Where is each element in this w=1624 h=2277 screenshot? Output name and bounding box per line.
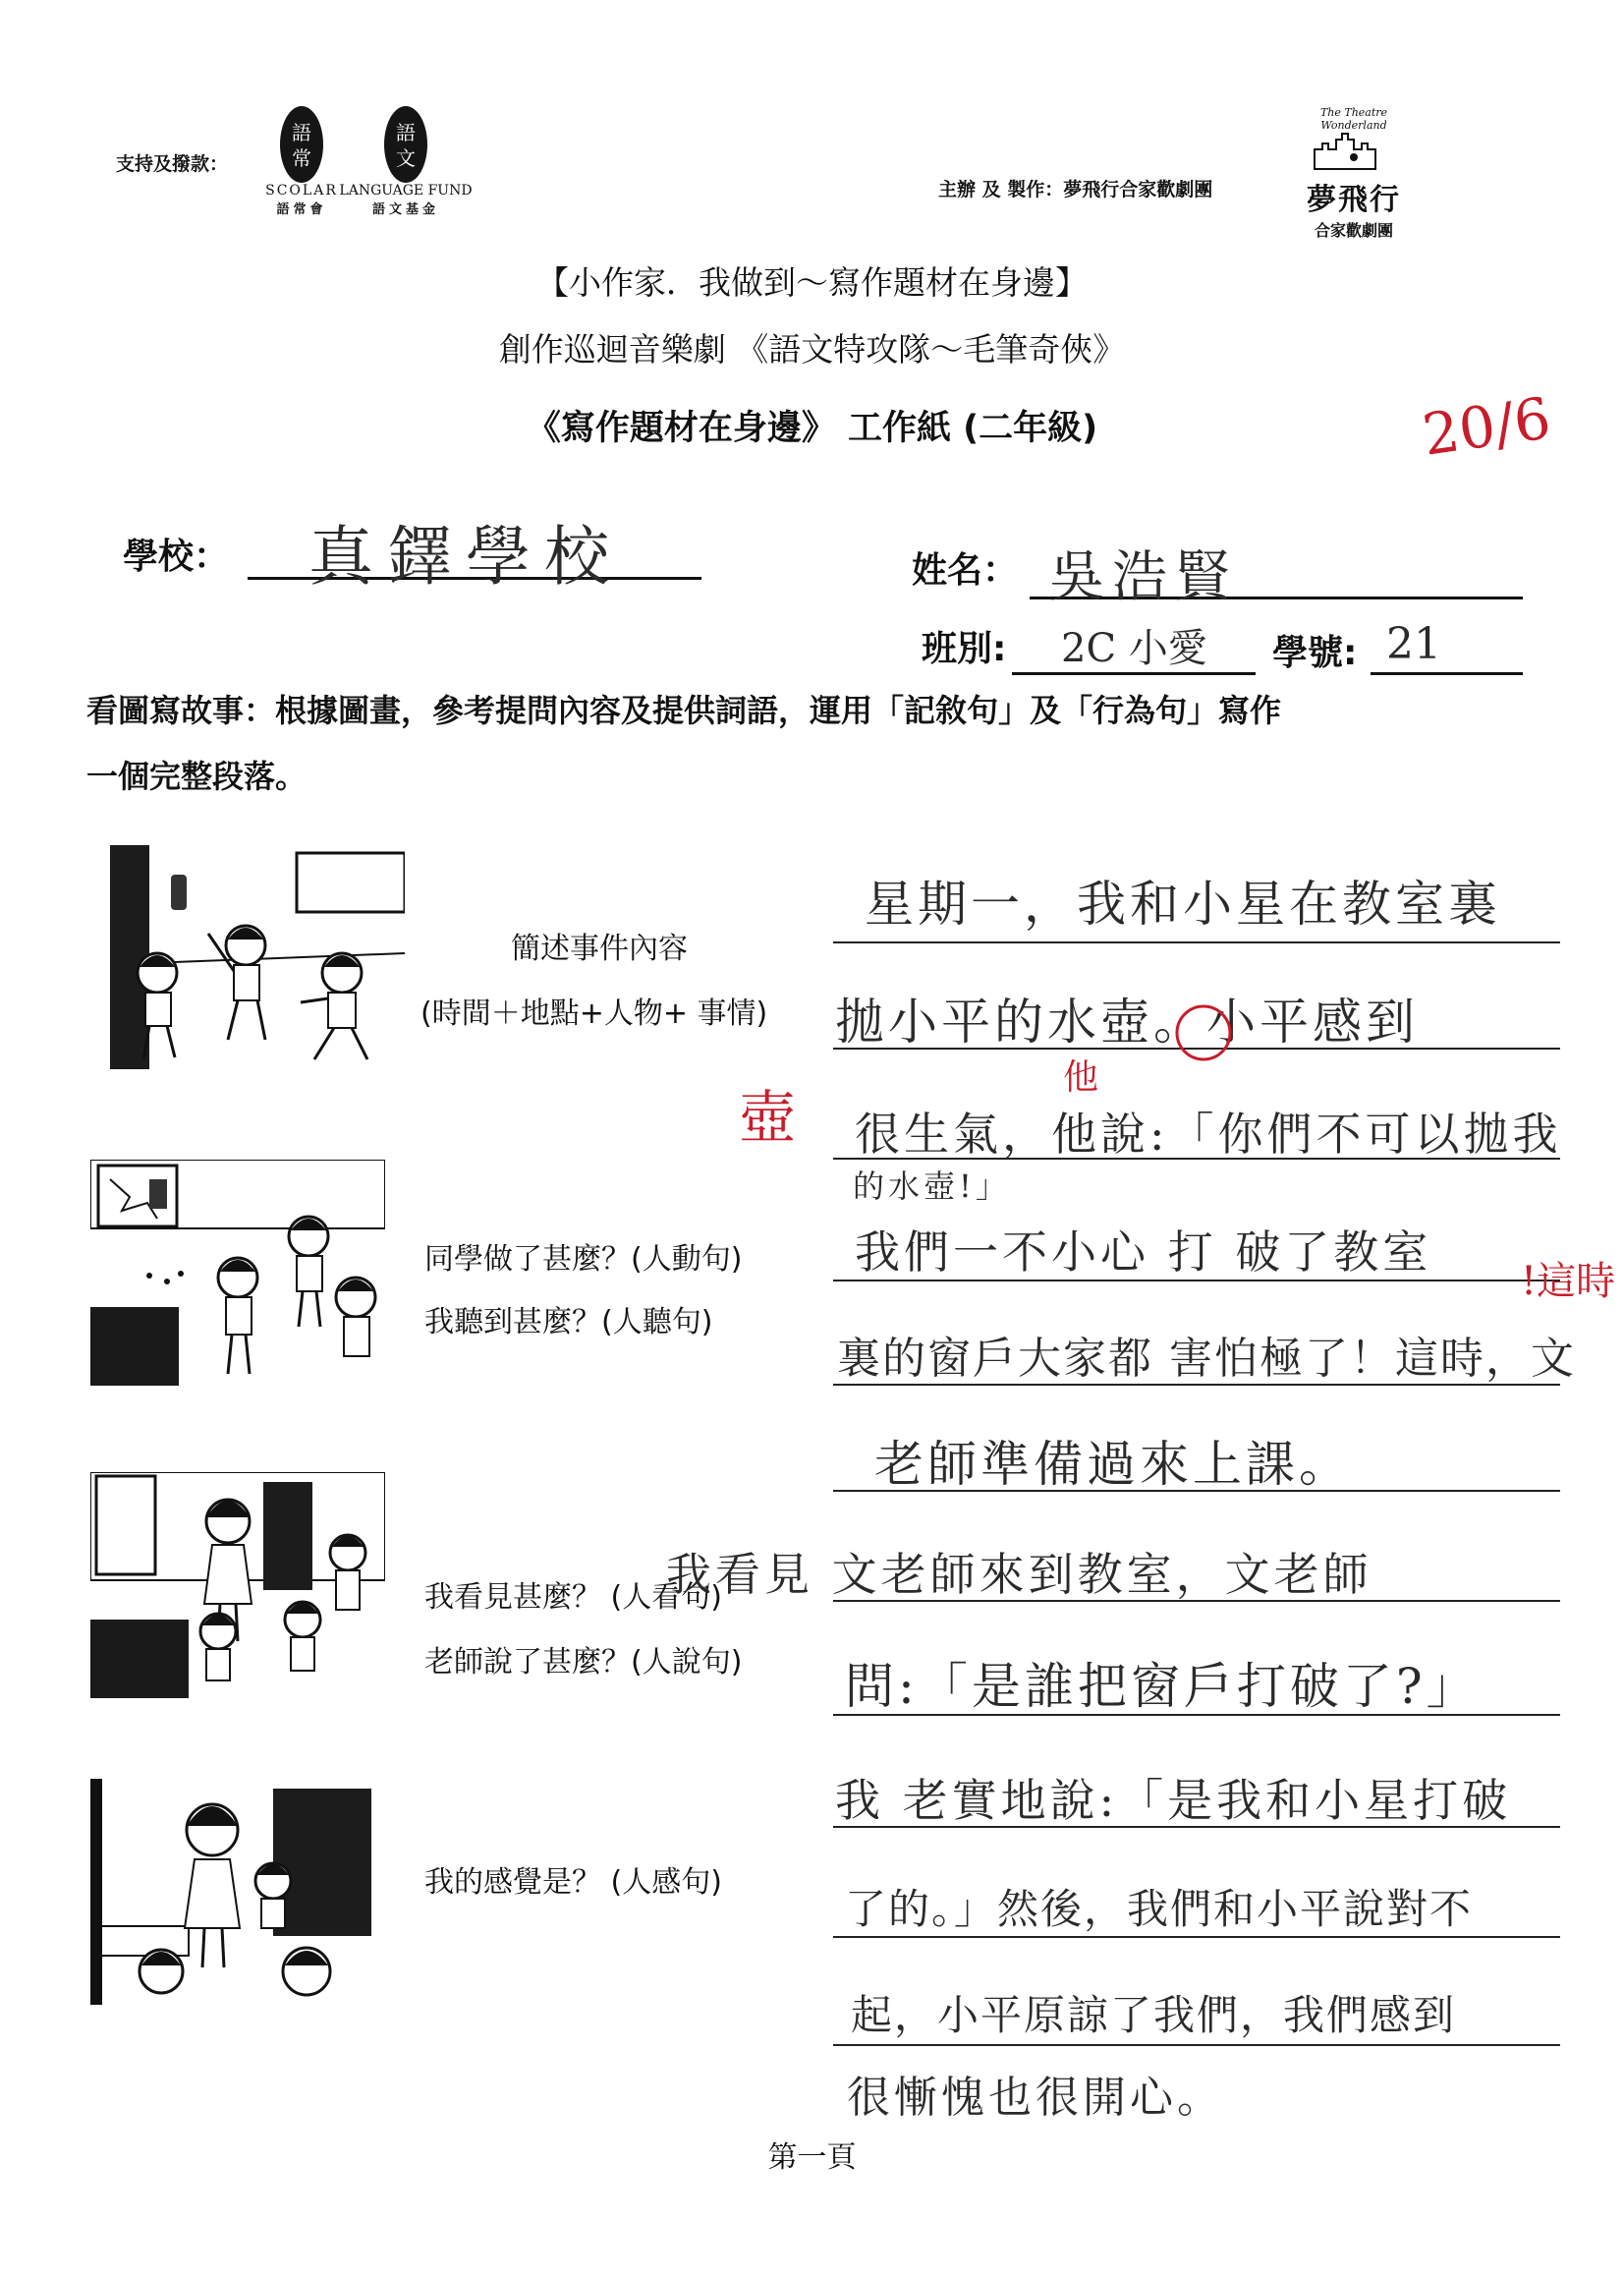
- svg-text:語: 語: [292, 121, 311, 144]
- answer-line-5: 我們一不小心 打 破了教室: [855, 1225, 1432, 1279]
- grade-mark: 20/6: [1418, 384, 1555, 469]
- class-value: 2C 小愛: [1061, 626, 1207, 671]
- picture-panel-3: [90, 1472, 385, 1698]
- answer-line-11: 了的。」然後，我們和小平說對不: [845, 1885, 1474, 1933]
- answer-line-9: 問:「是誰把窗戶打破了?」: [845, 1658, 1480, 1715]
- name-label: 姓名：: [912, 550, 1019, 591]
- worksheet-title-line-3: 《寫作題材在身邊》 工作紙 (二年級): [526, 409, 1098, 448]
- scolar-emblem-icon: [280, 106, 323, 183]
- picture-panel-4: [90, 1779, 375, 2005]
- theatre-logo: [1295, 106, 1413, 241]
- name-value: 吳浩賢: [1049, 545, 1238, 609]
- prompt-3-line-1: 我看見甚麼？ (人看句): [424, 1580, 722, 1615]
- svg-text:語: 語: [396, 121, 416, 144]
- student-number-value: 21: [1386, 619, 1441, 669]
- answer-line-7: 老師準備過來上課。: [874, 1436, 1352, 1493]
- correction-circle-mark: [1171, 1000, 1236, 1065]
- correction-insert-he: 他: [1063, 1057, 1099, 1098]
- prompt-2-line-2: 我聽到甚麼？(人聽句): [424, 1305, 713, 1339]
- answer-line-10: 我 老實地說:「是我和小星打破: [835, 1774, 1512, 1827]
- school-value: 真鐸學校: [308, 519, 623, 595]
- instruction-line-1: 看圖寫故事：根據圖畫，參考提問內容及提供詞語，運用「記敘句」及「行為句」寫作: [86, 692, 1282, 729]
- class-label: 班別:: [922, 629, 1007, 669]
- classroom-door: [263, 1482, 312, 1590]
- correction-margin-word: 壺: [739, 1084, 797, 1151]
- bottle-icon: [171, 875, 187, 910]
- support-label: 支持及撥款：: [116, 153, 229, 175]
- prompt-4-line-1: 我的感覺是？ (人感句): [424, 1865, 722, 1900]
- svg-text:常: 常: [292, 146, 311, 170]
- theatre-chinese-name: 夢飛行: [1307, 183, 1401, 217]
- answer-line-12: 起，小平原諒了我們，我們感到: [851, 1991, 1457, 2039]
- name-field: [1030, 536, 1523, 609]
- theatre-english-name: The Theatre Wonderland: [1319, 106, 1388, 132]
- prompt-3-line-2: 老師說了甚麼？(人說句): [424, 1645, 743, 1679]
- worksheet-title-line-2: 創作巡迴音樂劇 《語文特攻隊～毛筆奇俠》: [498, 330, 1126, 369]
- correction-this-time: !這時: [1521, 1259, 1616, 1304]
- answer-line-8: 我看見 文老師來到教室，文老師: [666, 1548, 1372, 1601]
- picture-panel-1: [110, 845, 405, 1069]
- language-fund-subtitle: 語文基金: [371, 202, 439, 217]
- answer-line-13: 很慚愧也很開心。: [847, 2073, 1224, 2123]
- answer-line-3: 很生氣，他說:「你們不可以拋我: [855, 1108, 1562, 1161]
- language-fund-logo: [332, 106, 479, 217]
- prompt-2-line-1: 同學做了甚麼？(人動句): [424, 1242, 743, 1277]
- page-number: 第一頁: [767, 2140, 857, 2175]
- student-number-label: 學號:: [1272, 633, 1358, 673]
- writing-rule: [833, 1936, 1560, 1938]
- prompt-1-line-2: (時間＋地點+人物+ 事情): [420, 996, 768, 1031]
- school-field: [248, 516, 701, 595]
- answer-line-1: 星期一，我和小星在教室裏: [865, 876, 1501, 933]
- class-field: [1012, 617, 1256, 675]
- answer-line-2: 拋小平的水壺。小平感到: [835, 994, 1419, 1051]
- picture-panel-2: [90, 1160, 385, 1386]
- worksheet-title-line-1: 【小作家．我做到～寫作題材在身邊】: [536, 263, 1088, 302]
- writing-rule: [833, 2044, 1560, 2046]
- scolar-name: SCOLAR: [265, 183, 338, 199]
- answer-line-6: 裏的窗戶大家都 害怕極了！這時，文: [837, 1334, 1576, 1384]
- answer-line-4: 的水壺!」: [853, 1167, 1011, 1205]
- student-number-field: [1371, 617, 1523, 675]
- svg-text:文: 文: [396, 146, 416, 170]
- writing-rule: [833, 941, 1560, 943]
- prompt-1-line-1: 簡述事件內容: [511, 932, 688, 966]
- scolar-subtitle: 語常會: [276, 202, 327, 217]
- language-fund-emblem-icon: [384, 106, 427, 183]
- language-fund-name: LANGUAGE FUND: [339, 183, 473, 199]
- school-label: 學校：: [123, 537, 230, 577]
- instruction-line-2: 一個完整段落。: [86, 758, 308, 795]
- castle-icon: [1295, 132, 1413, 171]
- organizer-text: 主辦 及 製作：夢飛行合家歡劇團: [938, 179, 1213, 200]
- theatre-subtitle: 合家歡劇團: [1314, 221, 1393, 240]
